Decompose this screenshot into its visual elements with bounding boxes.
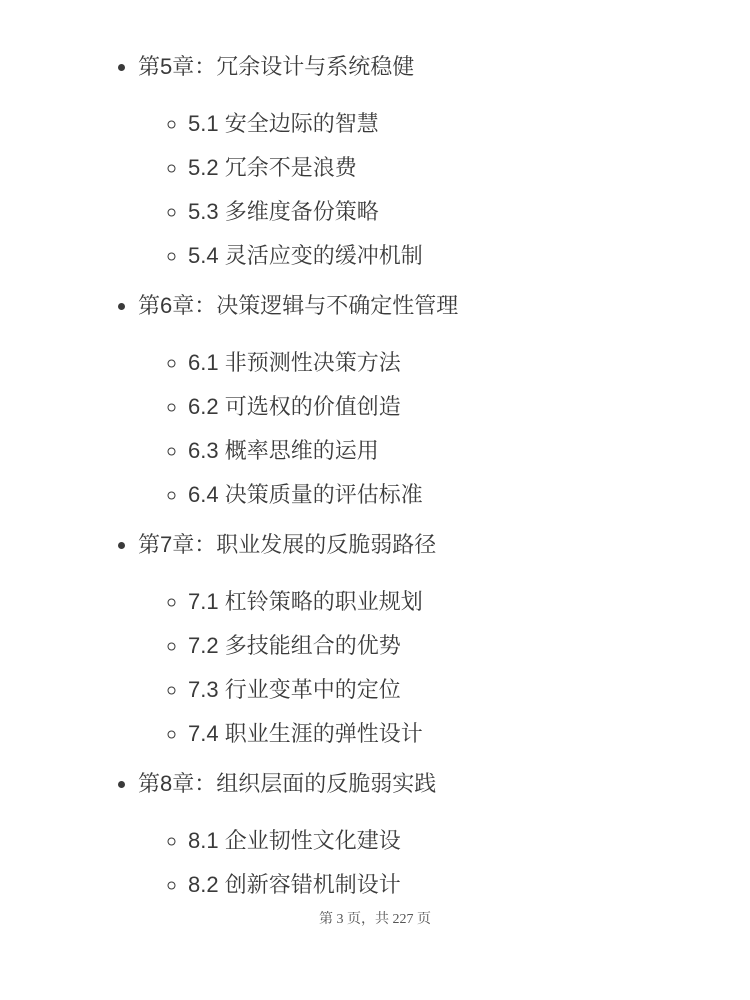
section-title: 5.2 冗余不是浪费	[188, 155, 357, 180]
section-item	[188, 585, 750, 618]
toc-list	[98, 50, 750, 901]
section-list	[138, 585, 750, 750]
chapter-item	[138, 50, 750, 272]
chapter-title: 第7章：职业发展的反脆弱路径	[138, 532, 437, 557]
section-item	[188, 195, 750, 228]
section-title: 6.3 概率思维的运用	[188, 438, 379, 463]
section-title: 5.3 多维度备份策略	[188, 199, 379, 224]
section-title: 7.1 杠铃策略的职业规划	[188, 589, 423, 614]
section-item	[188, 434, 750, 467]
section-title: 7.2 多技能组合的优势	[188, 633, 401, 658]
section-item	[188, 239, 750, 272]
chapter-title: 第8章：组织层面的反脆弱实践	[138, 771, 437, 796]
section-title: 7.3 行业变革中的定位	[188, 677, 401, 702]
section-title: 8.1 企业韧性文化建设	[188, 828, 401, 853]
section-item	[188, 717, 750, 750]
section-item	[188, 673, 750, 706]
section-title: 6.1 非预测性决策方法	[188, 350, 401, 375]
chapter-title: 第5章：冗余设计与系统稳健	[138, 54, 415, 79]
section-title: 8.2 创新容错机制设计	[188, 872, 401, 897]
section-list	[138, 824, 750, 901]
chapter-title: 第6章：决策逻辑与不确定性管理	[138, 293, 459, 318]
section-item	[188, 107, 750, 140]
page-footer: 第 3 页，共 227 页	[319, 912, 431, 927]
chapter-item	[138, 528, 750, 750]
chapter-item	[138, 767, 750, 901]
section-list	[138, 107, 750, 272]
section-title: 6.4 决策质量的评估标准	[188, 482, 423, 507]
section-title: 6.2 可选权的价值创造	[188, 394, 401, 419]
chapter-item	[138, 289, 750, 511]
section-title: 5.4 灵活应变的缓冲机制	[188, 243, 423, 268]
section-item	[188, 346, 750, 379]
section-item	[188, 868, 750, 901]
section-item	[188, 151, 750, 184]
section-item	[188, 824, 750, 857]
section-list	[138, 346, 750, 511]
section-title: 7.4 职业生涯的弹性设计	[188, 721, 423, 746]
section-item	[188, 629, 750, 662]
section-item	[188, 390, 750, 423]
section-title: 5.1 安全边际的智慧	[188, 111, 379, 136]
section-item	[188, 478, 750, 511]
